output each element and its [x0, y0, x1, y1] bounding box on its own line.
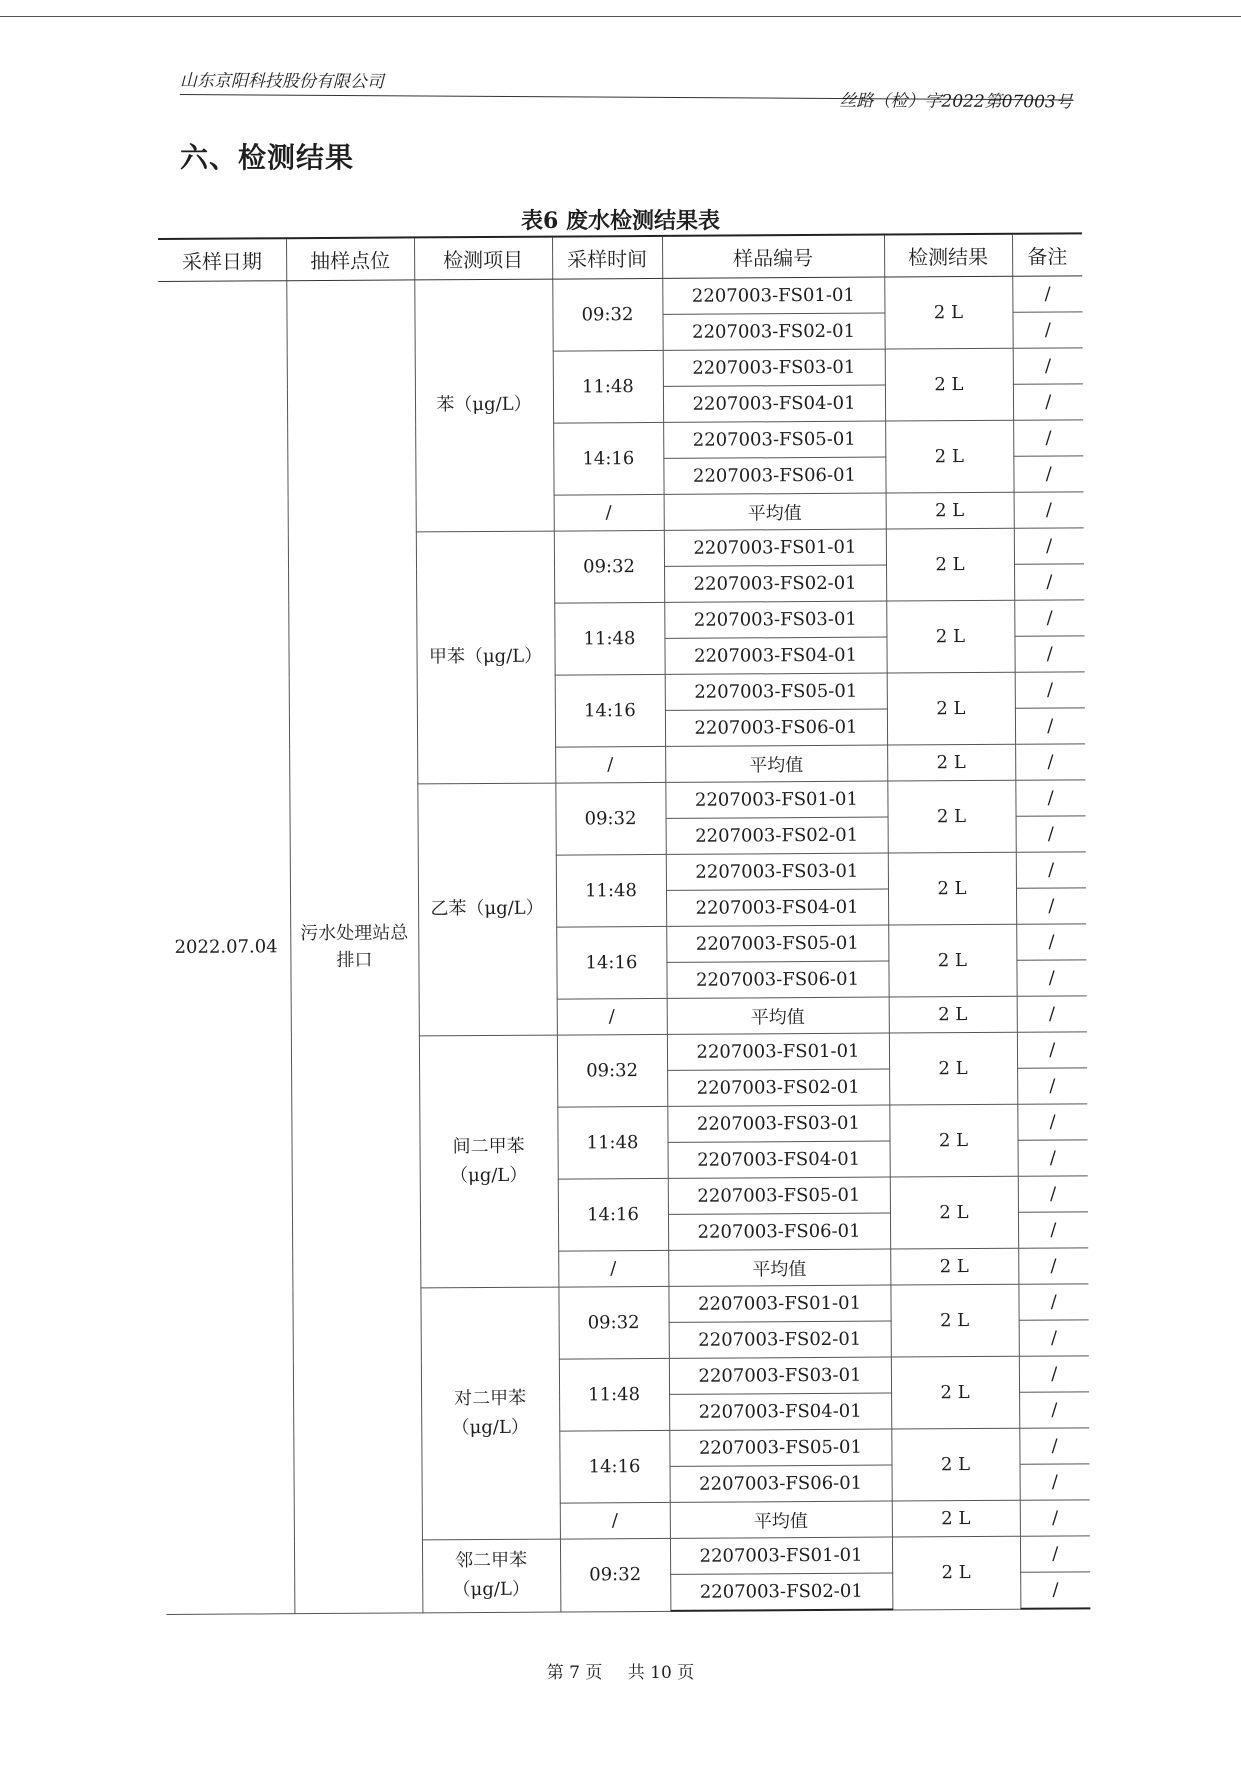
table-caption: 表6 废水检测结果表 [521, 208, 720, 234]
sample-number: 2207003-FS06-01 [665, 709, 887, 746]
sample-number: 2207003-FS04-01 [668, 1141, 890, 1178]
test-result: 2 L [888, 924, 1016, 997]
sampling-time: 11:48 [556, 854, 666, 927]
col-header-site: 抽样点位 [286, 237, 414, 280]
test-result: 2 L [892, 1536, 1020, 1609]
test-result: 2 L [889, 1104, 1017, 1177]
note: / [1016, 960, 1086, 996]
note: / [1020, 1572, 1090, 1609]
sample-number: 2207003-FS05-01 [665, 673, 887, 710]
test-item: 甲苯（μg/L） [416, 531, 556, 784]
note: / [1020, 1464, 1090, 1500]
average-label: 平均值 [670, 1501, 892, 1538]
test-item: 邻二甲苯（μg/L） [422, 1539, 560, 1612]
page-number: 第 7 页 [546, 1663, 603, 1683]
note: / [1017, 1104, 1087, 1140]
note: / [1014, 600, 1084, 636]
sample-number: 2207003-FS02-01 [666, 817, 888, 854]
sample-number: 2207003-FS05-01 [669, 1429, 891, 1466]
sample-number: 2207003-FS02-01 [667, 1069, 889, 1106]
test-result: 2 L [890, 1176, 1018, 1249]
note: / [1015, 672, 1085, 708]
sampling-time: 11:48 [554, 602, 664, 675]
sample-number: 2207003-FS04-01 [663, 385, 885, 422]
test-result: 2 L [887, 744, 1015, 781]
sampling-time: 09:32 [557, 1034, 667, 1107]
sampling-time: 09:32 [554, 530, 664, 603]
note: / [1017, 1068, 1087, 1104]
average-label: 平均值 [667, 997, 889, 1034]
sample-number: 2207003-FS01-01 [670, 1537, 892, 1574]
note: / [1013, 348, 1083, 384]
sample-number: 2207003-FS05-01 [668, 1177, 890, 1214]
col-header-sample-no: 样品编号 [662, 235, 884, 279]
test-item: 间二甲苯（μg/L） [419, 1035, 559, 1288]
average-label: 平均值 [668, 1249, 890, 1286]
sample-number: 2207003-FS03-01 [666, 853, 888, 890]
note: / [1019, 1356, 1089, 1392]
sample-number: 2207003-FS06-01 [668, 1213, 890, 1250]
test-result: 2 L [884, 276, 1012, 349]
note: / [1015, 744, 1085, 780]
sample-number: 2207003-FS02-01 [669, 1321, 891, 1358]
sampling-time: 11:48 [553, 350, 663, 423]
sampling-time: / [554, 494, 664, 531]
test-result: 2 L [889, 996, 1017, 1033]
sampling-time: 14:16 [559, 1430, 669, 1503]
note: / [1015, 780, 1085, 816]
test-result: 2 L [885, 348, 1013, 421]
test-result: 2 L [887, 780, 1015, 853]
test-result: 2 L [890, 1248, 1018, 1285]
sample-number: 2207003-FS03-01 [667, 1105, 889, 1142]
sampling-time: 14:16 [555, 674, 665, 747]
sampling-time: / [560, 1502, 670, 1539]
note: / [1014, 528, 1084, 564]
test-result: 2 L [888, 852, 1016, 925]
test-result: 2 L [889, 1032, 1017, 1105]
results-table-wrapper [158, 232, 1090, 1615]
table-body [158, 276, 1090, 1614]
sampling-time: 09:32 [558, 1286, 668, 1359]
note: / [1012, 276, 1082, 312]
test-result: 2 L [886, 528, 1014, 601]
note: / [1018, 1176, 1088, 1212]
note: / [1013, 456, 1083, 492]
note: / [1019, 1428, 1089, 1464]
sample-number: 2207003-FS01-01 [664, 529, 886, 566]
note: / [1018, 1248, 1088, 1284]
test-result: 2 L [892, 1500, 1020, 1537]
test-item: 对二甲苯（μg/L） [420, 1287, 560, 1540]
note: / [1013, 420, 1083, 456]
scan-edge-line [0, 16, 1241, 17]
sample-number: 2207003-FS04-01 [669, 1393, 891, 1430]
report-number: 丝路（检）字2022第07003号 [839, 91, 1073, 113]
test-result: 2 L [886, 492, 1014, 529]
note: / [1014, 636, 1084, 672]
test-item: 乙苯（μg/L） [417, 783, 557, 1036]
note: / [1012, 312, 1082, 348]
test-result: 2 L [891, 1356, 1019, 1429]
average-label: 平均值 [664, 493, 886, 530]
note: / [1018, 1284, 1088, 1320]
note: / [1015, 708, 1085, 744]
sampling-time: 14:16 [558, 1178, 668, 1251]
test-result: 2 L [887, 672, 1015, 745]
sample-number: 2207003-FS02-01 [664, 565, 886, 602]
page-total: 共 10 页 [627, 1663, 695, 1683]
note: / [1018, 1212, 1088, 1248]
note: / [1020, 1500, 1090, 1536]
page-footer [0, 1658, 1241, 1683]
sample-number: 2207003-FS03-01 [663, 349, 885, 386]
page-header [179, 64, 1073, 113]
note: / [1013, 384, 1083, 420]
table-row [158, 276, 1082, 318]
sample-number: 2207003-FS06-01 [666, 961, 888, 998]
test-result: 2 L [885, 420, 1013, 493]
sampling-time: / [558, 1250, 668, 1287]
sample-number: 2207003-FS01-01 [668, 1285, 890, 1322]
sample-number: 2207003-FS03-01 [669, 1357, 891, 1394]
sample-number: 2207003-FS04-01 [664, 637, 886, 674]
note: / [1019, 1392, 1089, 1428]
sample-number: 2207003-FS02-01 [662, 313, 884, 350]
sample-number: 2207003-FS01-01 [665, 781, 887, 818]
sample-number: 2207003-FS04-01 [666, 889, 888, 926]
test-result: 2 L [890, 1284, 1018, 1357]
sampling-time: 09:32 [552, 278, 662, 351]
note: / [1014, 492, 1084, 528]
sampling-time: / [555, 746, 665, 783]
sample-number: 2207003-FS01-01 [667, 1033, 889, 1070]
sampling-site: 污水处理站总排口 [286, 280, 422, 1613]
sample-number: 2207003-FS05-01 [666, 925, 888, 962]
note: / [1016, 924, 1086, 960]
note: / [1018, 1140, 1088, 1176]
note: / [1016, 816, 1086, 852]
sampling-time: 09:32 [560, 1538, 670, 1611]
sampling-time: 09:32 [555, 782, 665, 855]
test-item: 苯（μg/L） [414, 279, 554, 532]
note: / [1017, 1032, 1087, 1068]
test-result: 2 L [886, 600, 1014, 673]
sample-number: 2207003-FS03-01 [664, 601, 886, 638]
sampling-time: 11:48 [557, 1106, 667, 1179]
company-name: 山东京阳科技股份有限公司 [179, 70, 384, 93]
sample-number: 2207003-FS06-01 [663, 457, 885, 494]
sampling-time: / [557, 998, 667, 1035]
sample-number: 2207003-FS06-01 [670, 1465, 892, 1502]
sampling-time: 14:16 [553, 422, 663, 495]
sample-number: 2207003-FS01-01 [662, 277, 884, 314]
section-title: 六、检测结果 [180, 141, 355, 174]
col-header-date: 采样日期 [158, 238, 286, 281]
note: / [1016, 852, 1086, 888]
note: / [1019, 1320, 1089, 1356]
col-header-item: 检测项目 [414, 237, 552, 280]
sampling-time: 14:16 [556, 926, 666, 999]
note: / [1014, 564, 1084, 600]
table-header-row [158, 233, 1082, 281]
sample-number: 2207003-FS05-01 [663, 421, 885, 458]
results-table [158, 232, 1090, 1615]
note: / [1020, 1536, 1090, 1572]
test-result: 2 L [891, 1428, 1019, 1501]
col-header-time: 采样时间 [552, 236, 662, 279]
note: / [1017, 996, 1087, 1032]
sampling-date: 2022.07.04 [158, 281, 294, 1614]
sampling-time: 11:48 [559, 1358, 669, 1431]
note: / [1016, 888, 1086, 924]
col-header-result: 检测结果 [884, 234, 1012, 277]
average-label: 平均值 [665, 745, 887, 782]
col-header-note: 备注 [1012, 233, 1082, 276]
sample-number: 2207003-FS02-01 [670, 1573, 892, 1611]
